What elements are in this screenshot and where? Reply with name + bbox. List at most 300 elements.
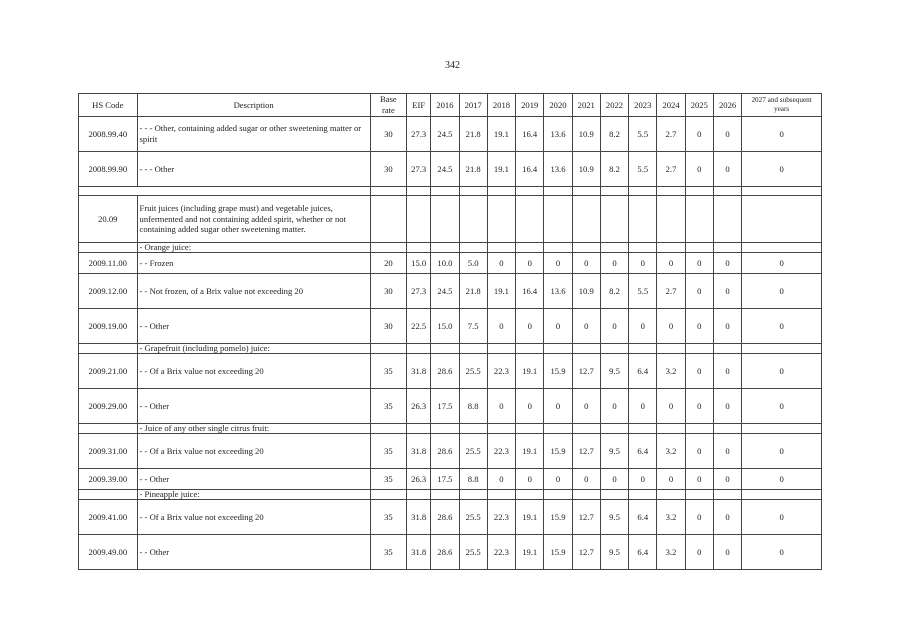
header-year: 2016 <box>431 94 459 117</box>
empty-cell <box>459 243 487 253</box>
rate-cell: 0 <box>487 469 515 490</box>
empty-cell <box>370 424 406 434</box>
rate-cell: 0 <box>713 535 741 570</box>
empty-cell <box>629 196 657 243</box>
rate-cell: 6.4 <box>629 535 657 570</box>
empty-cell <box>629 490 657 500</box>
rate-cell: 21.8 <box>459 152 487 187</box>
empty-cell <box>459 344 487 354</box>
rate-cell: 0 <box>629 469 657 490</box>
rate-cell: 21.8 <box>459 117 487 152</box>
header-hs-code: HS Code <box>79 94 138 117</box>
rate-cell: 0 <box>685 117 713 152</box>
description-cell: - Pineapple juice: <box>137 490 370 500</box>
rate-cell: 0 <box>742 500 822 535</box>
empty-cell <box>431 344 459 354</box>
rate-cell: 2.7 <box>657 274 685 309</box>
hs-code-cell <box>79 344 138 354</box>
eif-cell: 31.8 <box>407 434 431 469</box>
rate-cell: 0 <box>544 309 572 344</box>
empty-cell <box>370 490 406 500</box>
rate-cell: 0 <box>713 389 741 424</box>
rate-cell: 9.5 <box>600 500 628 535</box>
rate-cell: 0 <box>742 469 822 490</box>
rate-cell: 0 <box>572 469 600 490</box>
rate-cell: 28.6 <box>431 535 459 570</box>
subheading-row <box>79 243 822 253</box>
rate-cell: 5.5 <box>629 274 657 309</box>
rate-cell: 28.6 <box>431 434 459 469</box>
rate-cell: 0 <box>629 389 657 424</box>
description-cell: - - - Other, containing added sugar or other sweetening matter or spirit <box>137 117 370 152</box>
rate-cell: 19.1 <box>516 500 544 535</box>
empty-cell <box>516 490 544 500</box>
rate-cell: 0 <box>685 354 713 389</box>
empty-cell <box>685 490 713 500</box>
table-row <box>79 469 822 490</box>
spacer-cell <box>713 187 741 196</box>
rate-cell: 6.4 <box>629 354 657 389</box>
rate-cell: 8.2 <box>600 152 628 187</box>
rate-cell: 0 <box>685 274 713 309</box>
empty-cell <box>629 243 657 253</box>
header-year: 2017 <box>459 94 487 117</box>
description-cell: - Juice of any other single citrus fruit: <box>137 424 370 434</box>
rate-cell: 0 <box>742 274 822 309</box>
rate-cell: 0 <box>742 535 822 570</box>
empty-cell <box>685 196 713 243</box>
rate-cell: 16.4 <box>516 117 544 152</box>
spacer-cell <box>544 187 572 196</box>
rate-cell: 25.5 <box>459 434 487 469</box>
rate-cell: 5.5 <box>629 117 657 152</box>
rate-cell: 0 <box>572 309 600 344</box>
rate-cell: 0 <box>742 309 822 344</box>
rate-cell: 13.6 <box>544 152 572 187</box>
rate-cell: 12.7 <box>572 500 600 535</box>
rate-cell: 3.2 <box>657 434 685 469</box>
description-cell: - - Frozen <box>137 253 370 274</box>
rate-cell: 0 <box>742 253 822 274</box>
rate-cell: 0 <box>516 389 544 424</box>
empty-cell <box>407 344 431 354</box>
empty-cell <box>742 243 822 253</box>
rate-cell: 19.1 <box>516 354 544 389</box>
table-row <box>79 434 822 469</box>
empty-cell <box>572 424 600 434</box>
empty-cell <box>459 196 487 243</box>
rate-cell: 0 <box>600 309 628 344</box>
rate-cell: 0 <box>713 309 741 344</box>
empty-cell <box>713 243 741 253</box>
hs-code-cell: 2009.49.00 <box>79 535 138 570</box>
rate-cell: 12.7 <box>572 434 600 469</box>
rate-cell: 16.4 <box>516 152 544 187</box>
description-cell: - - Of a Brix value not exceeding 20 <box>137 354 370 389</box>
rate-cell: 15.9 <box>544 535 572 570</box>
base-rate-cell: 35 <box>370 389 406 424</box>
empty-cell <box>600 490 628 500</box>
rate-cell: 0 <box>629 309 657 344</box>
rate-cell: 17.5 <box>431 389 459 424</box>
header-subsequent-years: 2027 and subsequent years <box>742 94 822 117</box>
rate-cell: 0 <box>713 117 741 152</box>
hs-code-cell: 2009.39.00 <box>79 469 138 490</box>
rate-cell: 9.5 <box>600 434 628 469</box>
subheading-row <box>79 490 822 500</box>
empty-cell <box>431 490 459 500</box>
description-cell: - - Other <box>137 535 370 570</box>
rate-cell: 24.5 <box>431 274 459 309</box>
rate-cell: 0 <box>657 469 685 490</box>
spacer-cell <box>459 187 487 196</box>
rate-cell: 0 <box>657 309 685 344</box>
table-row <box>79 500 822 535</box>
header-row <box>79 94 822 117</box>
empty-cell <box>459 424 487 434</box>
empty-cell <box>657 196 685 243</box>
base-rate-cell: 30 <box>370 309 406 344</box>
header-year: 2026 <box>713 94 741 117</box>
base-rate-cell: 30 <box>370 117 406 152</box>
rate-cell: 0 <box>713 274 741 309</box>
header-description: Description <box>137 94 370 117</box>
empty-cell <box>544 196 572 243</box>
rate-cell: 0 <box>516 253 544 274</box>
header-year: 2019 <box>516 94 544 117</box>
rate-cell: 7.5 <box>459 309 487 344</box>
empty-cell <box>516 196 544 243</box>
rate-cell: 10.9 <box>572 117 600 152</box>
rate-cell: 19.1 <box>487 117 515 152</box>
rate-cell: 0 <box>487 309 515 344</box>
spacer-cell <box>370 187 406 196</box>
hs-code-cell: 2009.11.00 <box>79 253 138 274</box>
hs-code-cell: 2009.41.00 <box>79 500 138 535</box>
empty-cell <box>407 424 431 434</box>
description-cell: - - Other <box>137 389 370 424</box>
description-cell: - - Not frozen, of a Brix value not exceeding 20 <box>137 274 370 309</box>
empty-cell <box>487 490 515 500</box>
table-row <box>79 309 822 344</box>
subheading-row <box>79 344 822 354</box>
empty-cell <box>742 196 822 243</box>
rate-cell: 0 <box>685 434 713 469</box>
rate-cell: 0 <box>544 389 572 424</box>
hs-code-cell: 2008.99.90 <box>79 152 138 187</box>
rate-cell: 10.9 <box>572 274 600 309</box>
rate-cell: 12.7 <box>572 535 600 570</box>
table-row <box>79 274 822 309</box>
table-row <box>79 389 822 424</box>
header-eif: EIF <box>407 94 431 117</box>
hs-code-cell: 2009.19.00 <box>79 309 138 344</box>
rate-cell: 22.3 <box>487 354 515 389</box>
empty-cell <box>407 196 431 243</box>
rate-cell: 19.1 <box>516 434 544 469</box>
empty-cell <box>713 196 741 243</box>
spacer-cell <box>79 187 371 196</box>
empty-cell <box>370 196 406 243</box>
empty-cell <box>742 424 822 434</box>
base-rate-cell: 35 <box>370 434 406 469</box>
rate-cell: 5.0 <box>459 253 487 274</box>
empty-cell <box>487 424 515 434</box>
empty-cell <box>370 344 406 354</box>
spacer-cell <box>742 187 822 196</box>
empty-cell <box>572 490 600 500</box>
rate-cell: 8.8 <box>459 469 487 490</box>
rate-cell: 0 <box>685 500 713 535</box>
rate-cell: 6.4 <box>629 434 657 469</box>
empty-cell <box>742 344 822 354</box>
eif-cell: 15.0 <box>407 253 431 274</box>
spacer-cell <box>516 187 544 196</box>
rate-cell: 0 <box>487 253 515 274</box>
rate-cell: 22.3 <box>487 500 515 535</box>
empty-cell <box>487 196 515 243</box>
rate-cell: 28.6 <box>431 500 459 535</box>
hs-code-cell: 2009.31.00 <box>79 434 138 469</box>
rate-cell: 0 <box>742 152 822 187</box>
empty-cell <box>713 490 741 500</box>
hs-code-cell <box>79 490 138 500</box>
base-rate-cell: 30 <box>370 152 406 187</box>
empty-cell <box>459 490 487 500</box>
rate-cell: 25.5 <box>459 500 487 535</box>
table-row <box>79 535 822 570</box>
hs-code-cell <box>79 243 138 253</box>
header-year: 2022 <box>600 94 628 117</box>
eif-cell: 22.5 <box>407 309 431 344</box>
header-year: 2018 <box>487 94 515 117</box>
empty-cell <box>431 196 459 243</box>
spacer-cell <box>572 187 600 196</box>
table-row <box>79 117 822 152</box>
table-row <box>79 354 822 389</box>
rate-cell: 0 <box>685 535 713 570</box>
hs-code-cell: 2009.12.00 <box>79 274 138 309</box>
empty-cell <box>572 196 600 243</box>
rate-cell: 0 <box>544 469 572 490</box>
empty-cell <box>600 424 628 434</box>
rate-cell: 0 <box>685 469 713 490</box>
base-rate-cell: 35 <box>370 469 406 490</box>
description-cell: - - - Other <box>137 152 370 187</box>
rate-cell: 12.7 <box>572 354 600 389</box>
rate-cell: 0 <box>572 389 600 424</box>
hs-code-cell: 20.09 <box>79 196 138 243</box>
rate-cell: 13.6 <box>544 274 572 309</box>
hs-code-cell: 2009.21.00 <box>79 354 138 389</box>
rate-cell: 25.5 <box>459 354 487 389</box>
empty-cell <box>487 344 515 354</box>
rate-cell: 13.6 <box>544 117 572 152</box>
rate-cell: 10.0 <box>431 253 459 274</box>
empty-cell <box>431 424 459 434</box>
eif-cell: 27.3 <box>407 152 431 187</box>
eif-cell: 27.3 <box>407 117 431 152</box>
empty-cell <box>685 243 713 253</box>
base-rate-cell: 30 <box>370 274 406 309</box>
rate-cell: 0 <box>657 389 685 424</box>
subheading-row <box>79 424 822 434</box>
rate-cell: 22.3 <box>487 535 515 570</box>
empty-cell <box>544 243 572 253</box>
rate-cell: 15.9 <box>544 354 572 389</box>
empty-cell <box>516 424 544 434</box>
empty-cell <box>516 344 544 354</box>
empty-cell <box>572 243 600 253</box>
empty-cell <box>407 490 431 500</box>
empty-cell <box>544 344 572 354</box>
rate-cell: 0 <box>742 354 822 389</box>
empty-cell <box>600 344 628 354</box>
rate-cell: 0 <box>713 354 741 389</box>
rate-cell: 21.8 <box>459 274 487 309</box>
rate-cell: 8.2 <box>600 274 628 309</box>
rate-cell: 28.6 <box>431 354 459 389</box>
hs-code-cell: 2009.29.00 <box>79 389 138 424</box>
empty-cell <box>629 344 657 354</box>
rate-cell: 24.5 <box>431 117 459 152</box>
rate-cell: 5.5 <box>629 152 657 187</box>
empty-cell <box>544 490 572 500</box>
empty-cell <box>657 243 685 253</box>
rate-cell: 0 <box>544 253 572 274</box>
rate-cell: 0 <box>685 309 713 344</box>
rate-cell: 0 <box>742 434 822 469</box>
empty-cell <box>600 243 628 253</box>
header-base-rate: Base rate <box>370 94 406 117</box>
page-number: 342 <box>445 60 460 71</box>
spacer-cell <box>685 187 713 196</box>
rate-cell: 19.1 <box>516 535 544 570</box>
rate-cell: 0 <box>600 469 628 490</box>
description-cell: Fruit juices (including grape must) and vegetable juices, unfermented and not containing added spirit, whether or not containing added sugar other sweetening matter. <box>137 196 370 243</box>
header-year: 2024 <box>657 94 685 117</box>
rate-cell: 0 <box>685 152 713 187</box>
rate-cell: 24.5 <box>431 152 459 187</box>
rate-cell: 3.2 <box>657 535 685 570</box>
header-year: 2023 <box>629 94 657 117</box>
rate-cell: 19.1 <box>487 274 515 309</box>
empty-cell <box>487 243 515 253</box>
rate-cell: 0 <box>713 500 741 535</box>
rate-cell: 0 <box>713 253 741 274</box>
rate-cell: 9.5 <box>600 535 628 570</box>
empty-cell <box>407 243 431 253</box>
rate-cell: 10.9 <box>572 152 600 187</box>
header-year: 2025 <box>685 94 713 117</box>
hs-code-cell <box>79 424 138 434</box>
rate-cell: 2.7 <box>657 152 685 187</box>
rate-cell: 0 <box>685 253 713 274</box>
rate-cell: 16.4 <box>516 274 544 309</box>
hs-code-cell: 2008.99.40 <box>79 117 138 152</box>
base-rate-cell: 20 <box>370 253 406 274</box>
rate-cell: 17.5 <box>431 469 459 490</box>
heading-row <box>79 196 822 243</box>
rate-cell: 0 <box>572 253 600 274</box>
description-cell: - Orange juice: <box>137 243 370 253</box>
tariff-schedule-table <box>78 93 822 570</box>
rate-cell: 19.1 <box>487 152 515 187</box>
rate-cell: 0 <box>742 117 822 152</box>
table-row <box>79 152 822 187</box>
empty-cell <box>629 424 657 434</box>
rate-cell: 9.5 <box>600 354 628 389</box>
rate-cell: 0 <box>487 389 515 424</box>
rate-cell: 22.3 <box>487 434 515 469</box>
empty-cell <box>657 344 685 354</box>
empty-cell <box>742 490 822 500</box>
empty-cell <box>657 424 685 434</box>
rate-cell: 0 <box>742 389 822 424</box>
spacer-cell <box>657 187 685 196</box>
rate-cell: 0 <box>600 389 628 424</box>
rate-cell: 0 <box>629 253 657 274</box>
rate-cell: 0 <box>516 309 544 344</box>
description-cell: - - Of a Brix value not exceeding 20 <box>137 500 370 535</box>
rate-cell: 0 <box>657 253 685 274</box>
eif-cell: 26.3 <box>407 469 431 490</box>
description-cell: - - Other <box>137 469 370 490</box>
empty-cell <box>713 424 741 434</box>
empty-cell <box>516 243 544 253</box>
empty-cell <box>370 243 406 253</box>
rate-cell: 15.9 <box>544 434 572 469</box>
rate-cell: 15.0 <box>431 309 459 344</box>
rate-cell: 3.2 <box>657 500 685 535</box>
header-year: 2020 <box>544 94 572 117</box>
eif-cell: 31.8 <box>407 500 431 535</box>
rate-cell: 3.2 <box>657 354 685 389</box>
rate-cell: 0 <box>713 469 741 490</box>
empty-cell <box>572 344 600 354</box>
base-rate-cell: 35 <box>370 500 406 535</box>
spacer-cell <box>600 187 628 196</box>
empty-cell <box>600 196 628 243</box>
rate-cell: 0 <box>516 469 544 490</box>
rate-cell: 0 <box>713 434 741 469</box>
spacer-cell <box>407 187 431 196</box>
rate-cell: 25.5 <box>459 535 487 570</box>
spacer-cell <box>487 187 515 196</box>
description-cell: - - Of a Brix value not exceeding 20 <box>137 434 370 469</box>
spacer-row <box>79 187 822 196</box>
empty-cell <box>713 344 741 354</box>
table-row <box>79 253 822 274</box>
rate-cell: 6.4 <box>629 500 657 535</box>
rate-cell: 8.8 <box>459 389 487 424</box>
rate-cell: 8.2 <box>600 117 628 152</box>
empty-cell <box>657 490 685 500</box>
header-year: 2021 <box>572 94 600 117</box>
spacer-cell <box>629 187 657 196</box>
empty-cell <box>544 424 572 434</box>
rate-cell: 15.9 <box>544 500 572 535</box>
rate-cell: 0 <box>600 253 628 274</box>
base-rate-cell: 35 <box>370 354 406 389</box>
rate-cell: 0 <box>713 152 741 187</box>
rate-cell: 0 <box>685 389 713 424</box>
base-rate-cell: 35 <box>370 535 406 570</box>
eif-cell: 31.8 <box>407 535 431 570</box>
eif-cell: 26.3 <box>407 389 431 424</box>
empty-cell <box>685 424 713 434</box>
eif-cell: 31.8 <box>407 354 431 389</box>
